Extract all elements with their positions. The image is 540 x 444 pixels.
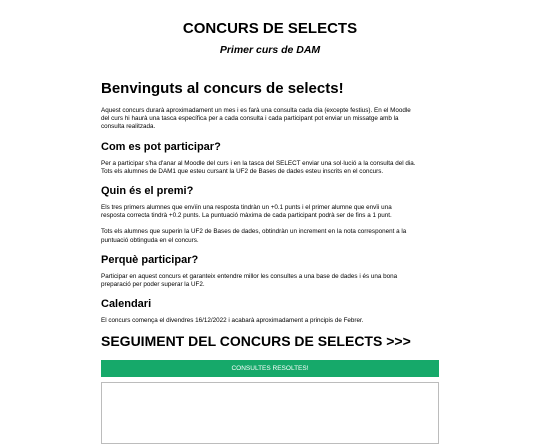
why-heading: Perquè participar? — [101, 253, 199, 266]
participation-heading: Com es pot participar? — [101, 140, 221, 153]
intro-paragraph: Aquest concurs durarà aproximadament un mes i es farà una consulta cada dia (excepte festius). En el Moodle del curs hi haurà una tasca específica per a cada consulta i cada participant pot enviar un missatge amb la consulta realitzada. — [101, 107, 411, 131]
calendar-paragraph: El concurs comença el divendres 16/12/2022 i acabarà aproximadament a principis de Febrer. — [101, 317, 364, 325]
results-panel[interactable] — [101, 382, 439, 444]
why-paragraph: Participar en aquest concurs et garanteix entendre millor les consultes a una base de dades i és una bona preparació per poder superar la UF2. — [101, 272, 398, 289]
main-content — [101, 80, 441, 444]
welcome-heading: Benvinguts al concurs de selects! — [101, 80, 344, 97]
site-subtitle: Primer curs de DAM — [219, 44, 321, 56]
site-title: CONCURS DE SELECTS — [182, 20, 358, 37]
prize-paragraph-1: Els tres primers alumnes que envïin una resposta tindràn un +0.1 punts i el primer alumne que envïi una resposta correcta tindrà +0.2 punts. La puntuació màxima de cada participant podrà ser de fins a 1 punt. — [101, 204, 392, 220]
prize-paragraph-2: Tots els alumnes que superin la UF2 de Bases de dades, obtindràn un increment en la nota corresponent a la puntuació obtinguda en el concurs. — [101, 228, 407, 244]
resolved-queries-button[interactable]: CONSULTES RESOLTES! — [101, 360, 439, 377]
calendar-heading: Calendari — [101, 298, 152, 311]
participation-paragraph: Per a participar s'ha d'anar al Moodle del curs i en la tasca del SELECT enviar una sol·lució a la consulta del dia. Tots els alumnes de DAM1 que esteu cursant la UF2 de Bases de dades esteu inscrits en el concurs. — [101, 159, 416, 175]
followup-heading: SEGUIMENT DEL CONCURS DE SELECTS >>> — [101, 333, 411, 350]
prize-heading: Quin és el premi? — [101, 185, 194, 198]
